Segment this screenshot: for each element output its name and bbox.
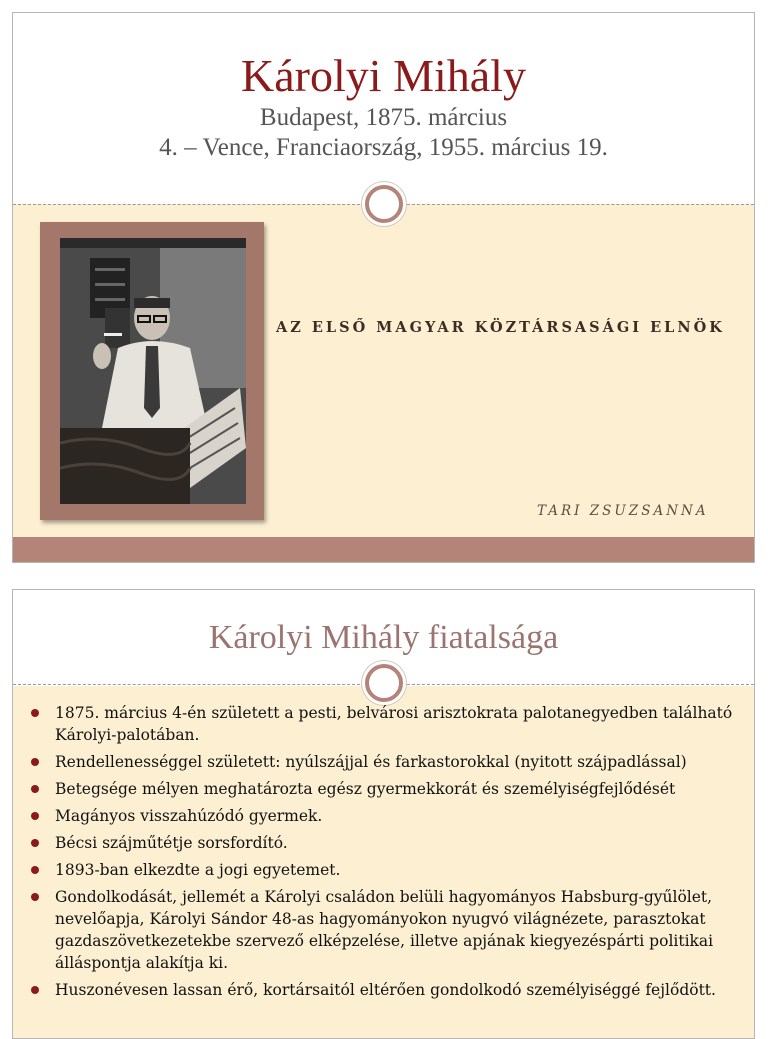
slide-title: Károlyi Mihály fiatalsága <box>208 619 559 656</box>
ring-ornament-icon <box>365 664 403 702</box>
content-slide <box>12 589 755 1039</box>
slide-title: Károlyi Mihály <box>241 50 526 101</box>
bullet-icon <box>31 986 39 994</box>
subtitle-line-2: 4. – Vence, Franciaország, 1955. március 19. <box>159 134 608 161</box>
list-item: Huszonévesen lassan érő, kortársaitól eltérően gondolkodó személyiséggé fejlődött. <box>29 979 744 1001</box>
list-item: 1875. március 4-én született a pesti, belvárosi arisztokrata palotanegyedben található Károlyi-palotában. <box>29 702 744 746</box>
subtitle-heading: AZ ELSŐ MAGYAR KÖZTÁRSASÁGI ELNÖK <box>276 319 725 336</box>
list-item: Rendellenességgel született: nyúlszájjal és farkastorokkal (nyitott szájpadlással) <box>29 751 744 773</box>
list-item: Betegsége mélyen meghatározta egész gyermekkorát és személyiségfejlődését <box>29 778 744 800</box>
slide-subtitle <box>13 103 754 163</box>
list-item: Gondolkodását, jellemét a Károlyi családon belüli hagyományos Habsburg-gyűlölet, nevelőapja, Károlyi Sándor 48-as hagyományokon nyugvó világnézete, parasztokat gazdaszövetkezetekbe szervező elképzelése, illetve apjának kiegyezéspárti politikai álláspontja alakítja ki. <box>29 886 744 974</box>
bullet-icon <box>31 758 39 766</box>
title-slide <box>12 12 755 563</box>
list-item: Magányos visszahúzódó gyermek. <box>29 805 744 827</box>
author-name: TARI ZSUZSANNA <box>537 503 709 519</box>
subtitle-line-1: Budapest, 1875. március <box>259 104 508 131</box>
bullet-icon <box>31 785 39 793</box>
footer-band <box>13 537 754 563</box>
list-item: Bécsi szájműtétje sorsfordító. <box>29 832 744 854</box>
portrait-illustration <box>60 238 246 504</box>
bullet-icon <box>31 709 39 717</box>
bullet-icon <box>31 812 39 820</box>
bullet-icon <box>31 839 39 847</box>
bullet-icon <box>31 866 39 874</box>
portrait-frame <box>40 222 264 520</box>
bullet-list <box>29 702 744 1006</box>
ring-ornament-icon <box>365 185 403 223</box>
bullet-icon <box>31 893 39 901</box>
portrait-photo <box>60 238 246 504</box>
list-item: 1893-ban elkezdte a jogi egyetemet. <box>29 859 744 881</box>
